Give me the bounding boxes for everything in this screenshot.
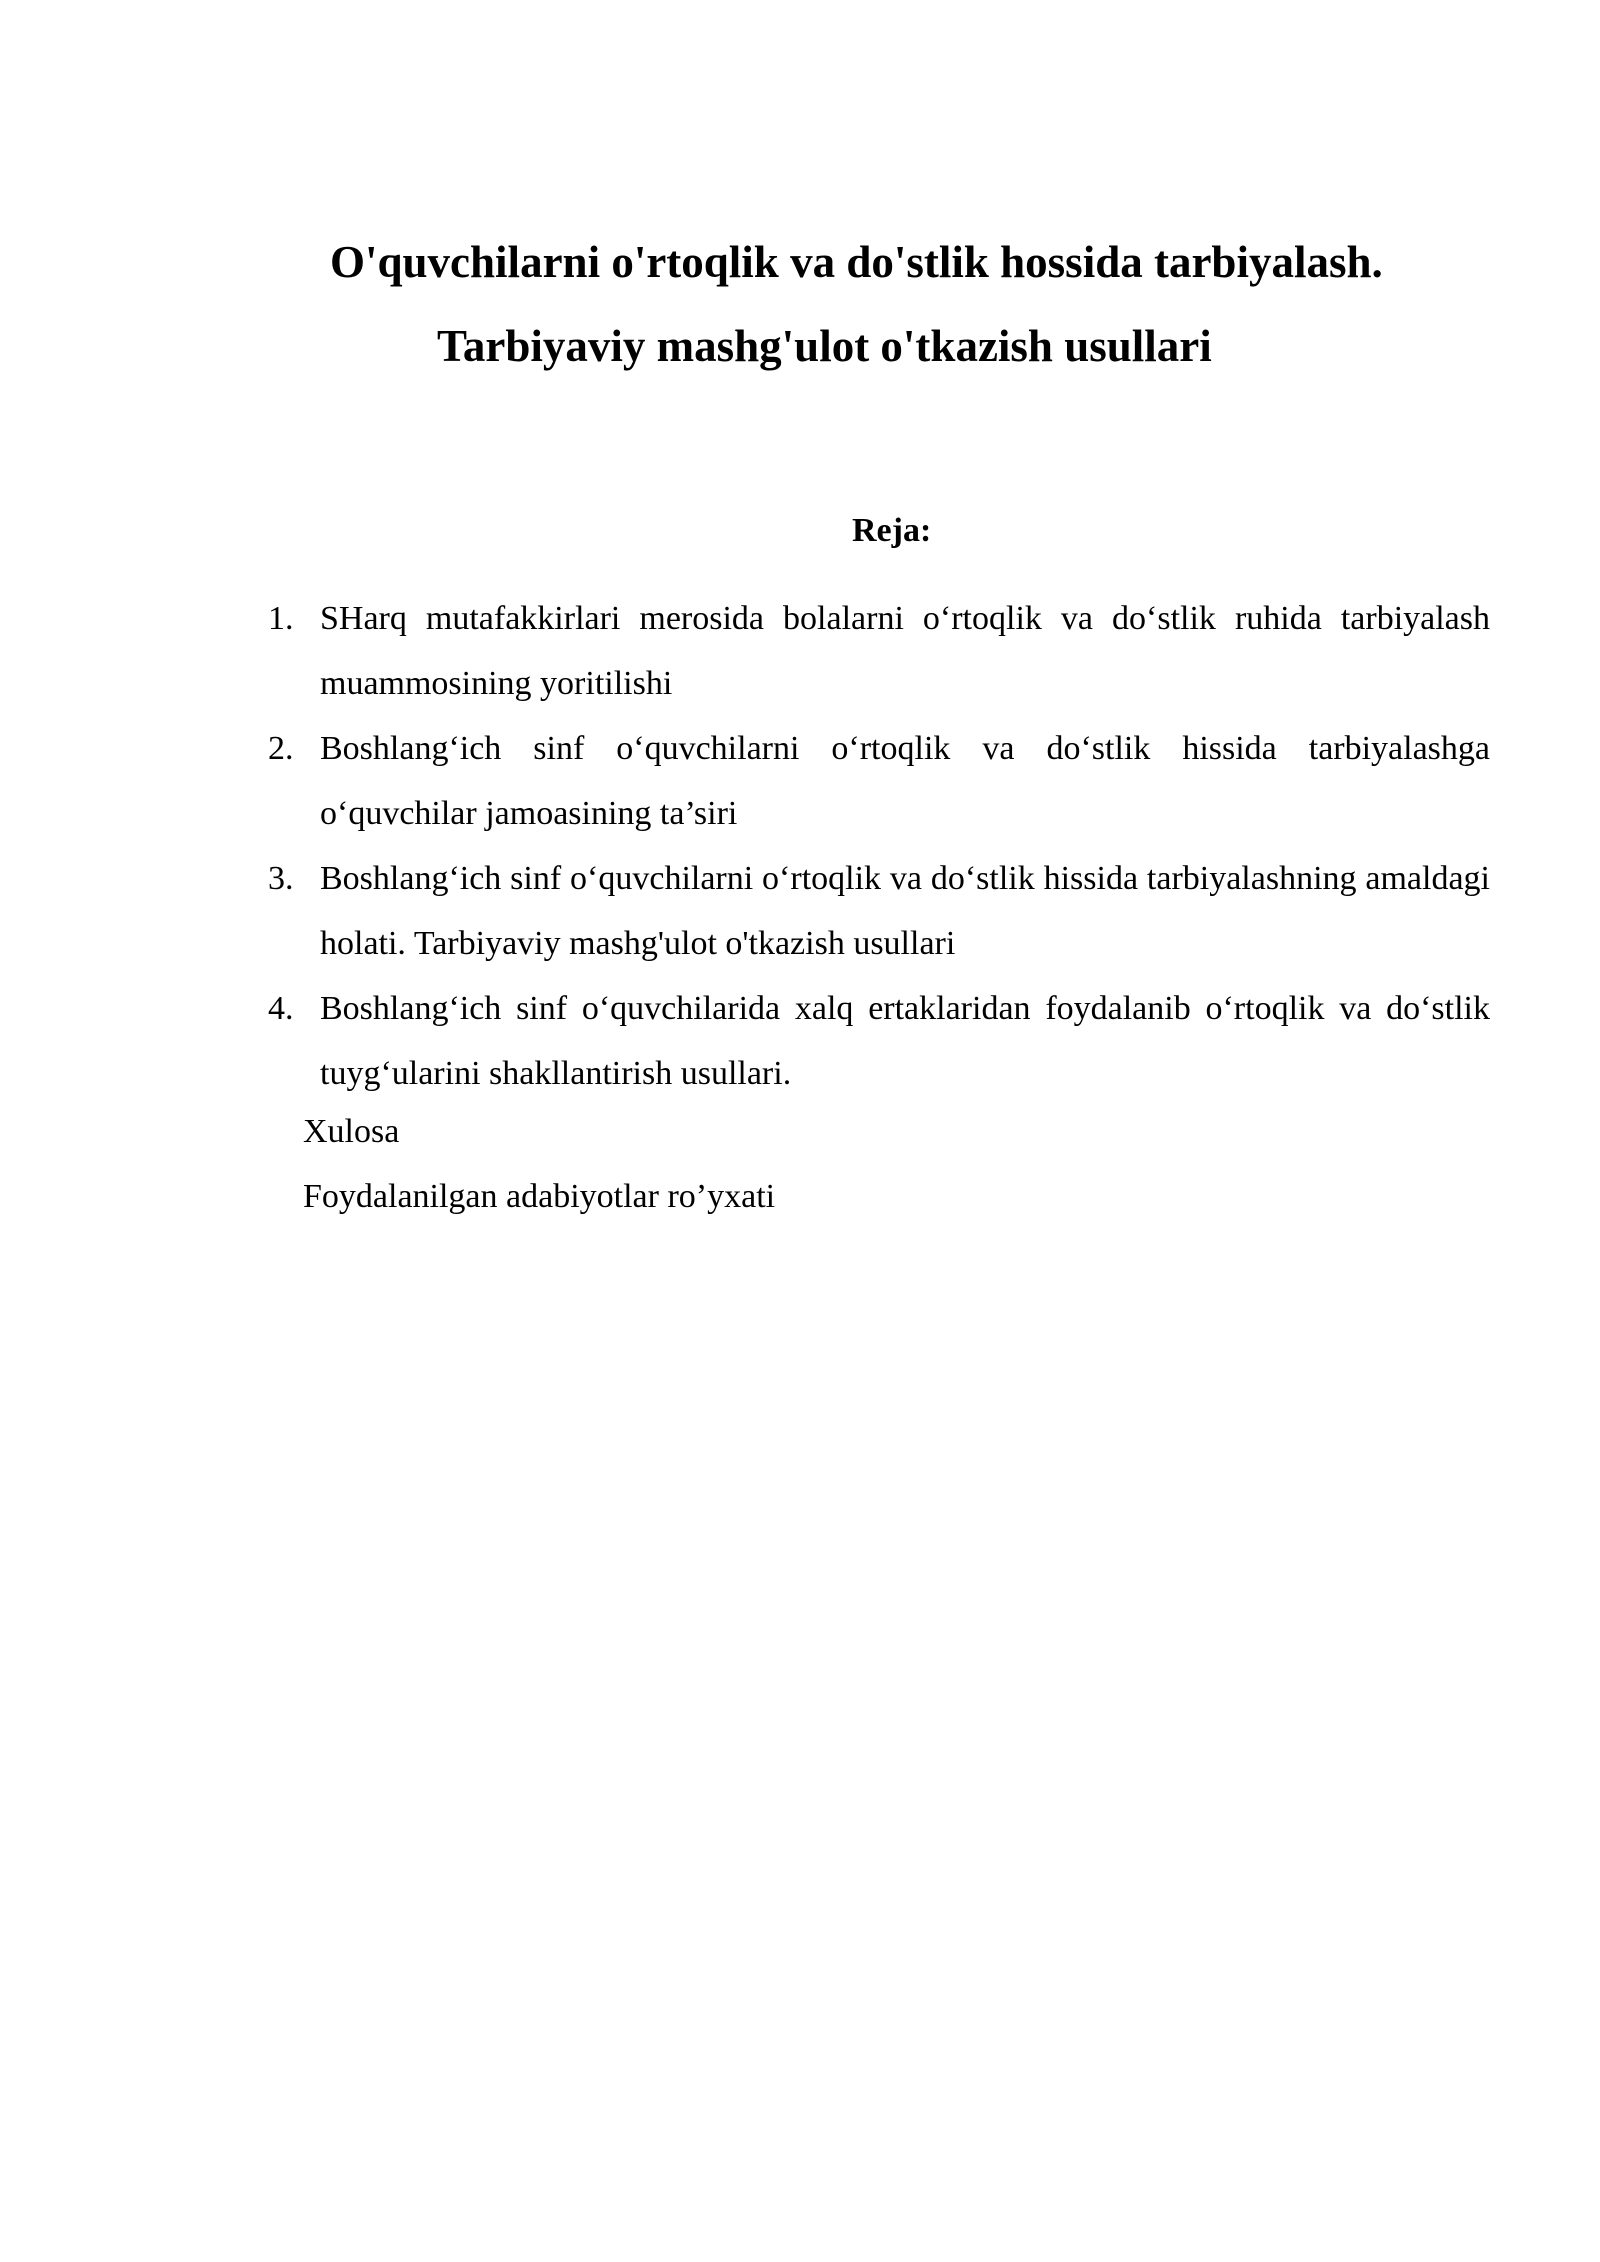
plan-item-4 xyxy=(268,976,1490,1106)
plan-item-text: Boshlang‘ich sinf o‘quvchilarida xalq ertaklaridan foydalanib o‘rtoqlik va do‘stlik tuyg‘ularini shakllantirish usullari. xyxy=(320,990,1490,1092)
references-item: Foydalanilgan adabiyotlar ro’yxati xyxy=(303,1178,776,1215)
document-title-line-1: O'quvchilarni o'rtoqlik va do'stlik hossida tarbiyalash. xyxy=(330,237,1383,287)
plan-item-number: 4. xyxy=(268,990,294,1027)
plan-item-text: Boshlang‘ich sinf o‘quvchilarni o‘rtoqlik va do‘stlik hissida tarbiyalashga o‘quvchilar jamoasining ta’siri xyxy=(320,730,1490,832)
plan-item-number: 1. xyxy=(268,600,294,637)
plan-item-3 xyxy=(268,846,1490,976)
plan-item-1 xyxy=(268,586,1490,716)
plan-item-2 xyxy=(268,716,1490,846)
conclusion-item: Xulosa xyxy=(303,1113,400,1150)
plan-list xyxy=(268,586,1490,1106)
plan-item-text: SHarq mutafakkirlari merosida bolalarni o‘rtoqlik va do‘stlik ruhida tarbiyalash muammosining yoritilishi xyxy=(320,600,1490,702)
plan-item-text: Boshlang‘ich sinf o‘quvchilarni o‘rtoqlik va do‘stlik hissida tarbiyalashning amaldagi holati. Tarbiyaviy mashg'ulot o'tkazish usullari xyxy=(320,860,1490,962)
plan-heading: Reja: xyxy=(852,512,932,549)
plan-item-number: 3. xyxy=(268,860,294,897)
plan-item-number: 2. xyxy=(268,730,294,767)
document-title-line-2: Tarbiyaviy mashg'ulot o'tkazish usullari xyxy=(437,321,1212,371)
